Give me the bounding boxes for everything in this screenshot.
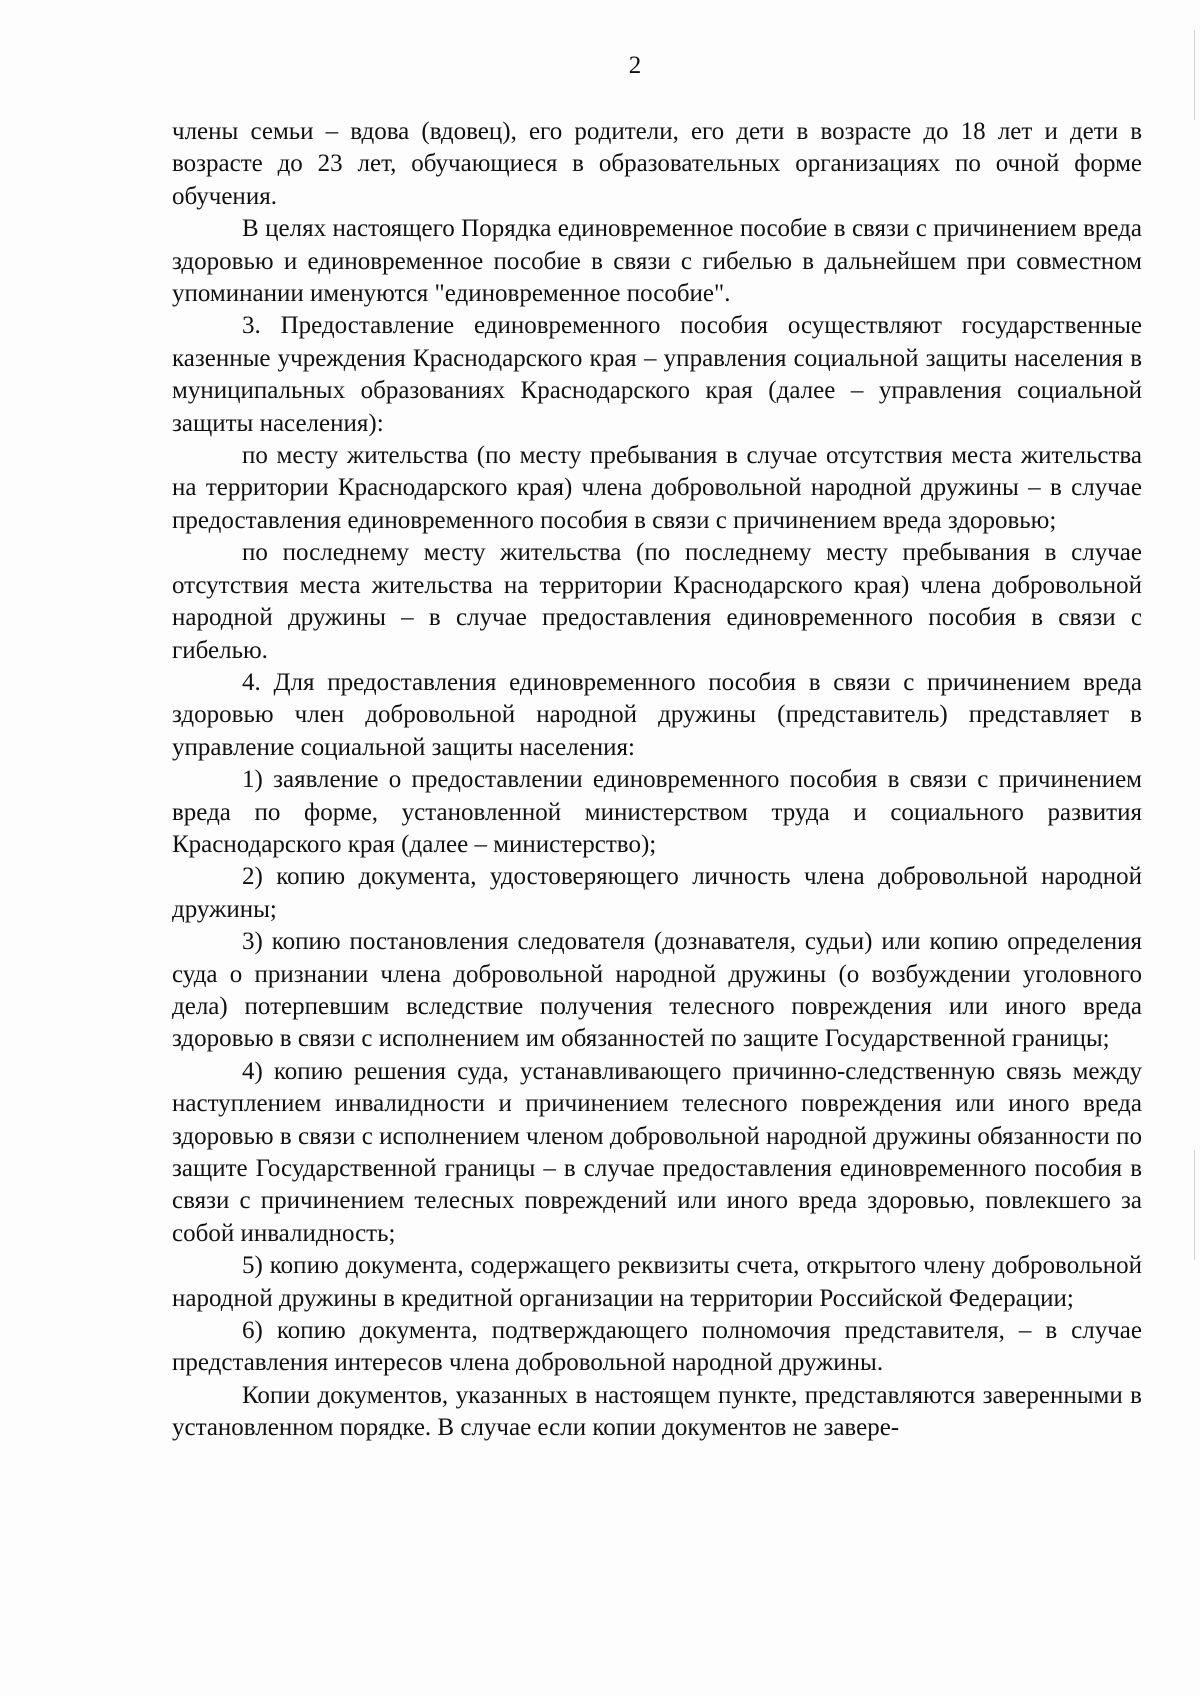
paragraph: по последнему месту жительства (по последнему месту пребывания в случае отсутствия места жительства на территории Краснодарского края) члена добровольной народной дружины – в случае предоставления единовременного пособия в связи с гибелью. bbox=[172, 539, 1142, 664]
document-body bbox=[172, 116, 1142, 1445]
paragraph: по месту жительства (по месту пребывания в случае отсутствия места жительства на территории Краснодарского края) члена добровольной народной дружины – в случае предоставления единовременного пособия в связи с причинением вреда здоровью; bbox=[172, 442, 1142, 534]
paragraph: В целях настоящего Порядка единовременное пособие в связи с причинением вреда здоровью и единовременное пособие в связи с гибелью в дальнейшем при совместном упоминании именуются "единовременное пособие". bbox=[172, 215, 1142, 308]
list-item: 1) заявление о предоставлении единовременного пособия в связи с причинением вреда по форме, установленной министерством труда и социального развития Краснодарского края (далее – министерство); bbox=[172, 766, 1142, 858]
list-item: 4) копию решения суда, устанавливающего причинно-следственную связь между наступлением инвалидности и причинением телесного повреждения или иного вреда здоровью в связи с исполнением членом добровольной народной дружины обязанности по защите Государственной границы – в случае предоставления единовременного пособия в связи с причинением телесных повреждений или иного вреда здоровью, повлекшего за собой инвалидность; bbox=[172, 1057, 1142, 1247]
list-item: 3) копию постановления следователя (дознавателя, судьи) или копию определения суда о признании члена добровольной народной дружины (о возбуждении уголовного дела) потерпевшим вследствие получения телесного повреждения или иного вреда здоровью в связи с исполнением им обязанностей по защите Государственной границы; bbox=[172, 928, 1142, 1053]
list-item: 5) копию документа, содержащего реквизиты счета, открытого члену добровольной народной дружины в кредитной организации на территории Российской Федерации; bbox=[172, 1252, 1142, 1312]
paragraph: Копии документов, указанных в настоящем пункте, представляются заверенными в установленном порядке. В случае если копии документов не завере- bbox=[172, 1381, 1142, 1442]
scan-edge-mark bbox=[1194, 30, 1195, 120]
list-item: 2) копию документа, удостоверяющего личность члена добровольной народной дружины; bbox=[172, 863, 1142, 923]
paragraph: 3. Предоставление единовременного пособия осуществляют государственные казенные учреждения Краснодарского края – управления социальной защиты населения в муниципальных образованиях Краснодарского края (далее – управления социальной защиты населения): bbox=[172, 312, 1142, 437]
scan-edge-mark bbox=[1194, 1150, 1195, 1260]
list-item: 6) копию документа, подтверждающего полномочия представителя, – в случае представления интересов члена добровольной народной дружины. bbox=[172, 1317, 1142, 1377]
paragraph: 4. Для предоставления единовременного пособия в связи с причинением вреда здоровью член добровольной народной дружины (представитель) представляет в управление социальной защиты населения: bbox=[172, 668, 1142, 761]
page-number: 2 bbox=[628, 52, 642, 79]
paragraph: члены семьи – вдова (вдовец), его родители, его дети в возрасте до 18 лет и дети в возрасте до 23 лет, обучающиеся в образовательных организациях по очной форме обучения. bbox=[172, 118, 1142, 210]
